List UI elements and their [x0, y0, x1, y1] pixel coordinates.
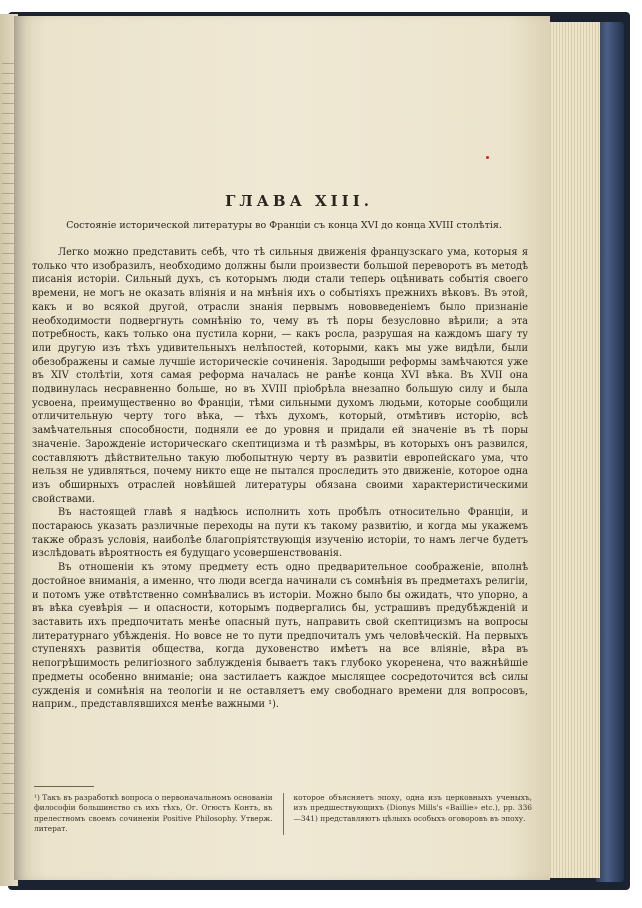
paragraph: Въ настоящей главѣ я надѣюсь исполнить хоть пробѣлъ относительно Франціи, и постараюсь указать различные переходы на пути къ такому развитію, и когда мы укажемъ также образъ условія, наиболѣе благопріятствующія изученію исторіи, то намъ легче будетъ изслѣдовать вѣроятность ея будущаго усовершенствованія.: [32, 507, 528, 560]
red-ink-mark: [486, 156, 489, 159]
paragraph: Въ отношеніи къ этому предмету есть одно предварительное соображеніе, вполнѣ достойное вниманія, а именно, что люди всегда начинали съ сомнѣнія въ предметахъ религіи, и потомъ уже отвѣтственно сомнѣвались въ исторіи. Можно было бы ожидать, что упорно, а въ вѣка суевѣрія — и опасности, которымъ подвергались бы, устрашивъ предубѣжденій и заставить ихъ предпочитать менѣе опасный путь, направить свой скептицизмъ на вопросы литературнаго убѣжденія. Но вовсе не то пути предпочиталъ умъ человѣческій. На первыхъ ступеняхъ развитія общества, когда духовенство имѣетъ на все вліяніе, вѣра въ непогрѣшимость религіозного заблужденія бываетъ такъ глубоко укоренена, что важнѣйшіе предметы особенно вниманіе; она застилаетъ каждое мыслящее сосредоточится всѣ силы сужденія и сомнѣнія на теологіи и не оставляетъ ему свободнаго времени для вопросовъ, наприм., представлявшихся менѣе важными ¹).: [32, 562, 528, 711]
chapter-subtitle: Состояніе исторической литературы во Франціи съ конца XVI до конца XVIII столѣтія.: [66, 220, 502, 231]
page-stack-edge: [548, 22, 600, 878]
left-page-text-strip: [2, 54, 14, 814]
footnotes: [34, 793, 532, 835]
paragraph: Легко можно представить себѣ, что тѣ сильныя движенія французскаго ума, которыя я только что изобразилъ, необходимо должны были произвести большой переворотъ въ методѣ писанія исторіи. Сильный духъ, съ которымъ люди стали теперь оцѣнивать событія своего времени, не могъ не оказать вліянія и на мнѣнія ихъ о событіяхъ прежнихъ вѣковъ. Въ этой, какъ и во всякой другой, отрасли знанія первымъ нововведеніемъ было признаніе необходимости подвергнуть сомнѣнію то, чему въ тѣ поры безусловно вѣрили; а эта потребность, какъ только она пустила корни, — какъ росла, разрушая на каждомъ шагу ту или другую изъ тѣхъ удивительныхъ нелѣпостей, которыми, какъ мы уже видѣли, были обезображены и самые лучшіе историческіе сочиненія. Зародыши реформы замѣчаются уже въ XIV столѣтіи, хотя самая реформа началась не ранѣе конца XVI вѣка. Въ XVII она подвинулась несравненно больше, но въ XVIII пріобрѣла внезапно большую силу и была усвоена, преимущественно во Франціи, тѣми сильными духомъ людьми, которые сообщили отличительную черту того вѣка, — тѣхъ духомъ, который, отмѣтивъ исторію, всѣ замѣчательныя способности, подняли ее до уровня и придали ей значеніе въ тѣ поры значеніе. Зарожденіе историческаго скептицизма и тѣ размѣры, въ которыхъ онъ развился, составляютъ дѣйствительно такую любопытную черту въ развитіи европейскаго ума, что нельзя не удивляться, почему никто еще не пытался проследить это движеніе, которое одна изъ обширныхъ отраслей новѣйшей литературы обязана своими характеристическими свойствами.: [32, 247, 528, 505]
right-page: [14, 16, 550, 880]
footnote: которое объясняетъ эпоху, одна изъ церковныхъ ученыхъ, изъ предшествующихъ (Dionys Mills's «Baillie» etc.), pp. 336—341) представляютъ цѣлыхъ особыхъ оговоровъ въ эпоху.: [293, 793, 532, 823]
chapter-title: ГЛАВА XIII.: [225, 192, 373, 210]
footnote: ¹) Такъ въ разработкѣ вопроса о первоначальномъ основаніи философіи большинство съ ихъ тѣхъ, Ог. Огюстъ Контъ, въ прелестномъ своемъ сочиненіи Positive Philosophy. Утверж. литерат.: [34, 793, 273, 834]
footnote-column-divider: [283, 793, 284, 835]
book-spine-edge: [596, 22, 624, 882]
page-body: [32, 246, 528, 776]
footnote-rule: [34, 786, 94, 787]
